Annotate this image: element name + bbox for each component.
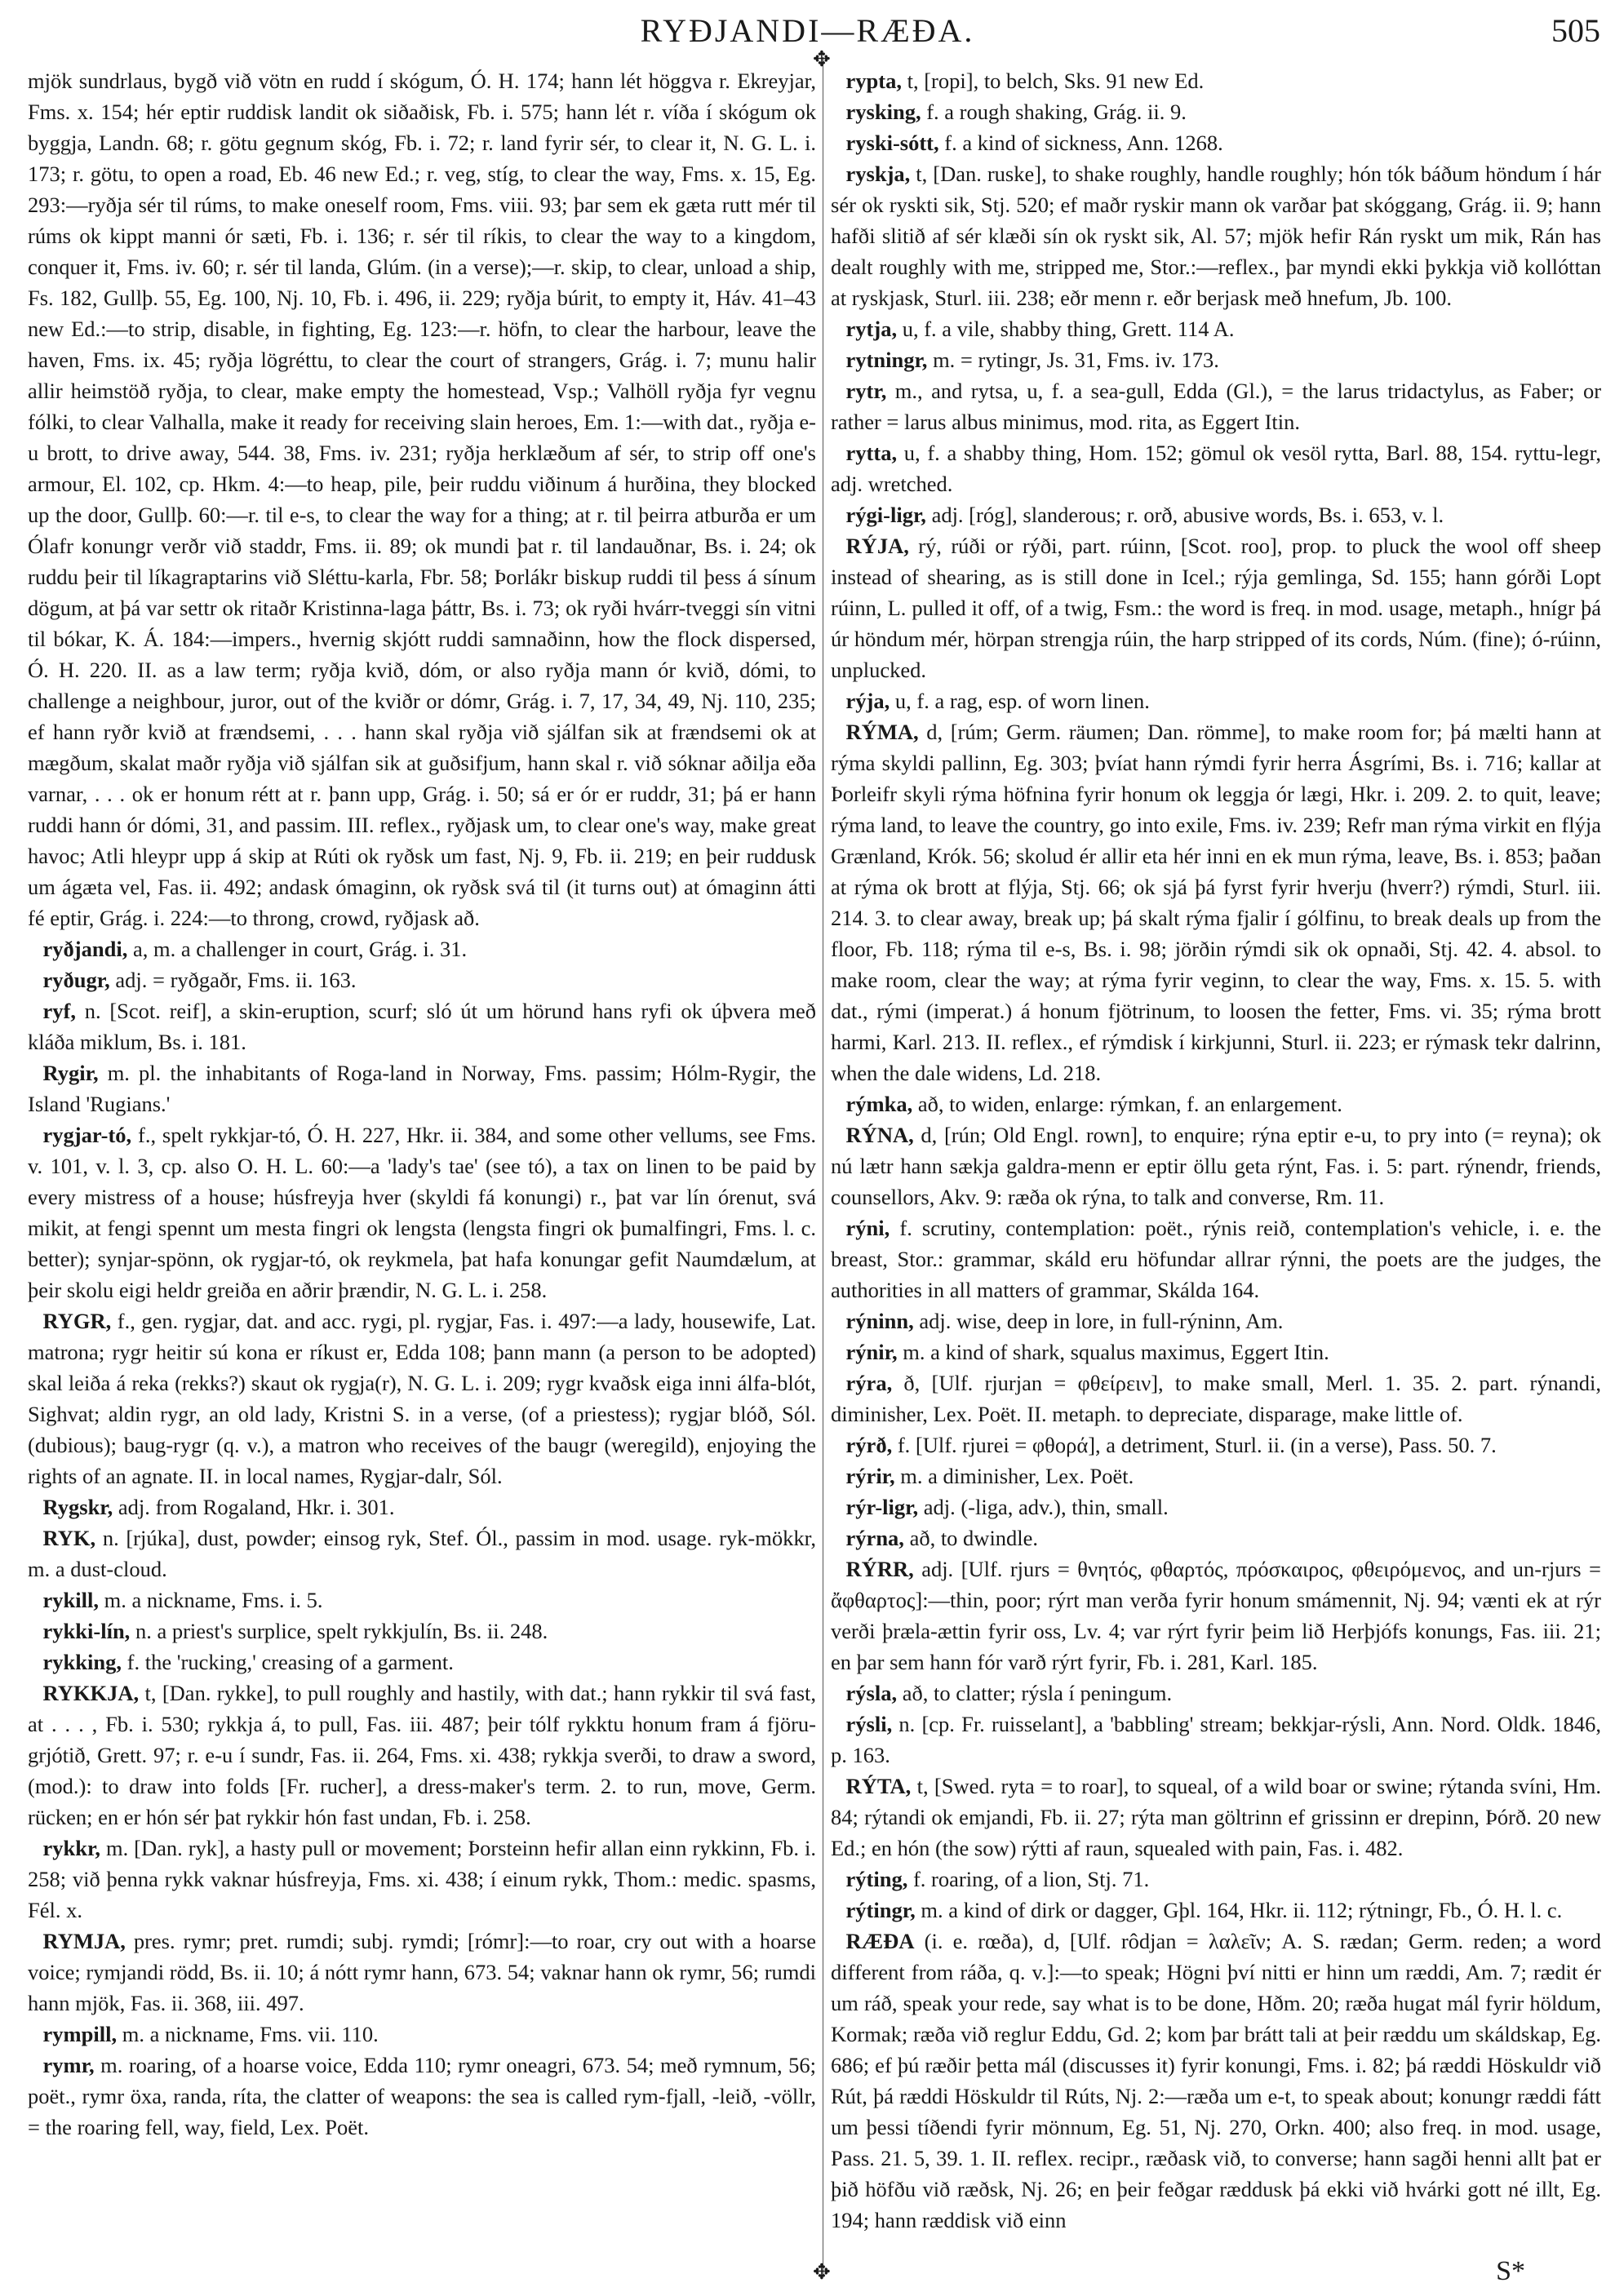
dictionary-entry: [28, 933, 816, 964]
entry-headword: RYKKJA,: [42, 1681, 140, 1705]
entry-headword: ryf,: [42, 999, 77, 1023]
entry-headword: rýtingr,: [845, 1898, 916, 1922]
entry-definition: t, [Dan. rykke], to pull roughly and hastily, with dat.; hann rykkir til svá fast, at . . . , Fb. i. 530; rykkja á, to pull, Fas. iii. 487; þeir tólf rykktu honum fram á fjöru-grjótið, Grett. 97; r. e-u í sundr, Fas. ii. 264, Fms. xi. 438; rykkja sverði, to draw a sword, (mod.): to draw into folds [Fr. rucher], a dress-maker's term. 2. to run, move, Germ. rücken; en er hón sér þat rykkir hón fast undan, Fb. i. 258.: [28, 1681, 816, 1829]
entry-definition: m. roaring, of a hoarse voice, Edda 110; rymr oneagri, 673. 54; með rymnum, 56; poët., rymr öxa, randa, ríta, the clatter of weapons: the sea is called rym-fjall, -leið, -völlr, = the roaring fell, way, field, Lex. Poët.: [28, 2053, 816, 2139]
entry-headword: rýsla,: [845, 1681, 898, 1705]
dictionary-entry: [831, 1367, 1601, 1429]
entry-definition: ð, [Ulf. rjurjan = φθείρειν], to make small, Merl. 1. 35. 2. part. rýnandi, diminisher, Lex. Poët. II. metaph. to depreciate, disparage, make little of.: [831, 1371, 1602, 1426]
divider-ornament-bottom-icon: ✥: [813, 2260, 831, 2284]
dictionary-entry: [831, 127, 1601, 158]
dictionary-entry: [28, 1523, 816, 1585]
entry-headword: RÝTA,: [845, 1774, 912, 1798]
entry-definition: u, f. a vile, shabby thing, Grett. 114 A.: [902, 317, 1235, 341]
entry-definition: u, f. a rag, esp. of worn linen.: [894, 689, 1150, 713]
dictionary-entry: [28, 1926, 816, 2019]
entry-definition: t, [Dan. ruske], to shake roughly, handle roughly; hón tók báðum höndum í hár sér ok ryskti sik, Stj. 520; ef maðr ryskir mann ok varðar þat skóggang, Grág. ii. 9; hann hafði slitið af sér klæði sín ok ryskt sik, Al. 57; mjök hefir Rán ryskt um mik, Rán has dealt roughly with me, stripped me, Stor.:—reflex., þar myndi ekki þykkja við kollóttan at ryskjask, Sturl. iii. 238; eðr menn r. eðr berjask með hnefum, Jb. 100.: [831, 162, 1601, 310]
entry-headword: ryskja,: [845, 162, 911, 186]
page-number: 505: [1551, 12, 1600, 49]
entry-headword: rymr,: [42, 2053, 95, 2077]
entry-definition: mjök sundrlaus, bygð við vötn en rudd í skógum, Ó. H. 174; hann lét höggva r. Ekreyjar, Fms. x. 154; hér eptir ruddisk landit ok siðaðisk, Fb. i. 575; hann lét r. víða í skógum ok byggja, Landn. 68; r. götu gegnum skóg, Fb. i. 72; r. land fyrir sér, to clear it, N. G. L. i. 173; r. götu, to open a road, Eb. 46 new Ed.; r. veg, stíg, to clear the way, Fms. x. 15, Eg. 293:—ryðja sér til rúms, to make oneself room, Fms. viii. 93; þar sem ek gæta rutt mér til rúms ok kippt manni ór sæti, Fb. i. 136; r. sér til ríkis, to clear the way to a kingdom, conquer it, Fms. iv. 60; r. sér til landa, Glúm. (in a verse);—r. skip, to clear, unload a ship, Fs. 182, Gullþ. 55, Eg. 100, Nj. 10, Fb. i. 496, ii. 229; ryðja búrit, to empty it, Háv. 41–43 new Ed.:—to strip, disable, in fighting, Eg. 123:—r. höfn, to clear the harbour, leave the haven, Fms. ix. 45; ryðja lögréttu, to clear the court of strangers, Grág. i. 7; munu halir allir heimstöð ryðja, to clear, make empty the homestead, Vsp.; Valhöll ryðja fyr vegnu fólki, to clear Valhalla, make it ready for receiving slain heroes, Em. 1:—with dat., ryðja e-u brott, to drive away, 544. 38, Fms. iv. 231; ryðja herklæðum af sér, to strip off one's armour, El. 102, cp. Hkm. 4:—to heap, pile, þeir ruddu viðinum á hurðina, they blocked up the door, Gullþ. 60:—r. til e-s, to clear the way for a thing; at r. til þeirra atburða er um Ólafr konungr verðr við staddr, Fms. ii. 89; ok mundi þat r. til landauðnar, Bs. i. 24; ok ruddu þeir til líkagraptarins við Sléttu-karla, Fbr. 58; Þorlákr biskup ruddi til þess á sínum dögum, at þá var settr ok ritaðr Kristinna-laga þáttr, Bs. i. 73; ok ryði hvárr-tveggi sín vitni til bókar, K. Á. 184:—impers., hvernig skjótt ruddi samnaðinn, how the flock dispersed, Ó. H. 220. II. as a law term; ryðja kvið, dóm, or also ryðja mann ór kvið, dómi, to challenge a neighbour, juror, out of the kviðr or dómr, Grág. i. 7, 17, 34, 49, Nj. 110, 235; ef hann ryðr kvið at frændsemi, . . . hann skal ryðja við sjálfan sik at frændsemi ok at mægðum, skalat maðr ryðja við sjálfan sik at guðsifjum, hann skal r. við sóknar aðilja eða varnar, . . . ok er honum rétt at r. þann upp, Grág. i. 50; sá er ór er ruddr, 31; þá er hann ruddi hann ór dómi, 31, and passim. III. reflex., ryðjask um, to clear one's way, make great havoc; Atli hleypr upp á skip at Rúti ok ryðsk um fast, Nj. 9, Fb. ii. 219; en þeir ruddusk um ágæta vel, Fas. ii. 492; andask ómaginn, ok ryðsk svá til (it turns out) at ómaginn átti fé eptir, Grág. i. 224:—to throng, crowd, ryðjask að.: [28, 69, 816, 930]
entry-headword: RÆÐA: [845, 1929, 915, 1953]
entry-definition: að, to dwindle.: [909, 1526, 1039, 1550]
entry-definition: n. a priest's surplice, spelt rykkjulín, Bs. ii. 248.: [135, 1619, 548, 1643]
dictionary-entry: [28, 1616, 816, 1647]
entry-definition: adj. = ryðgaðr, Fms. ii. 163.: [115, 968, 357, 992]
dictionary-entry: [831, 530, 1601, 685]
entry-headword: rýja,: [845, 689, 890, 713]
entry-headword: ryski-sótt,: [845, 131, 939, 155]
entry-headword: rygjar-tó,: [42, 1123, 132, 1147]
entry-headword: rýrð,: [845, 1433, 893, 1457]
entry-headword: rytningr,: [845, 348, 928, 372]
entry-definition: n. [rjúka], dust, powder; einsog ryk, Stef. Ól., passim in mod. usage. ryk-mökkr, m. a dust-cloud.: [28, 1526, 817, 1581]
entry-definition: f. a rough shaking, Grág. ii. 9.: [926, 100, 1187, 124]
entry-definition: d, [rúm; Germ. räumen; Dan. römme], to make room for; þá mælti hann at rýma skyldi pallinn, Eg. 303; þvíat hann rýmdi fyrir herra Ásgrími, Bs. i. 716; kallar at Þorleifr skyli rýma höfnina fyrir honum ok leggja ór lægi, Hkr. i. 209. 2. to quit, leave; rýma land, to leave the country, go into exile, Fms. iv. 239; Refr man rýma virkit en flýja Grænland, Krók. 56; skolud ér allir eta hér inni en ek mun rýma, leave, Bs. i. 853; þaðan at rýma ok brott at flýja, Stj. 66; ok sjá þá fyrst fyrir hverju (hverr?) rýmdi, Sturl. iii. 214. 3. to clear away, break up; þá skalt rýma fjalir í gólfinu, to break deals up from the floor, Fb. 118; rýma til e-s, Bs. i. 98; jörðin rýmdi sik ok opnaði, Stj. 42. 4. absol. to make room, clear the way; at rýma fyrir veginn, to clear the way, Fms. x. 15. 5. with dat., rými (imperat.) á honum fjötrinum, to loosen the fetter, Fms. vi. 35; rýma brott harmi, Karl. 213. II. reflex., ef rýmdisk í kirkjunni, Sturl. ii. 223; er rýmask tekr dalrinn, when the dale widens, Ld. 218.: [831, 720, 1602, 1085]
dictionary-entry: [28, 1305, 816, 1492]
entry-definition: pres. rymr; pret. rumdi; subj. rymdi; [rómr]:—to roar, cry out with a hoarse voice; rymjandi rödd, Bs. ii. 10; á nótt rymr hann, 673. 54; vaknar hann ok rymr, 56; rumdi hann mjök, Fas. ii. 368, iii. 497.: [28, 1929, 817, 2015]
dictionary-entry: [831, 1926, 1601, 2236]
dictionary-entry: [28, 1833, 816, 1926]
entry-headword: RYK,: [42, 1526, 96, 1550]
dictionary-entry: [831, 716, 1601, 1088]
entry-definition: m. = rytingr, Js. 31, Fms. iv. 173.: [933, 348, 1219, 372]
entry-headword: rýr-ligr,: [845, 1495, 919, 1519]
entry-definition: að, to widen, enlarge: rýmkan, f. an enlargement.: [917, 1092, 1342, 1116]
entry-definition: adj. [Ulf. rjurs = θνητός, φθαρτός, πρόσκαιρος, φθειρόμενος, and un-rjurs = ἄφθαρτος]:—thin, poor; rýrt man verða fyrir honum smámennit, Nj. 94; vænti ek at rýr verði þræla-ættin fyrir oss, Lv. 4; var rýrt fyrir þeim lið Herþjófs konungs, Fas. iii. 21; en þar sem hann fór varð rýrt fyrir, Fb. i. 281, Karl. 185.: [831, 1557, 1602, 1674]
entry-headword: rytr,: [845, 379, 887, 403]
entry-definition: (i. e. rœða), d, [Ulf. rôdjan = λαλεῖν; A. S. rædan; Germ. reden; a word different from ráða, q. v.]:—to speak; Högni því nitti er hinn um ræddi, Am. 7; rædit ér um ráð, speak your rede, say what is to be done, Hðm. 20; ræða hugat mál fyrir höldum, Kormak; ræða við reglur Eddu, Gd. 2; kom þar brátt tali at þeir ræddu um skáldskap, Eg. 686; ef þú ræðir þetta mál (discusses it) fyrir konungi, Fms. i. 82; þá ræddi Höskuldr við Rút, þá ræddi Höskuldr til Rúts, Nj. 2:—ræða um e-t, to speak about; konungr ræddi fátt um þessi tíðendi fyrir mönnum, Eg. 51, Nj. 270, Orkn. 400; also freq. in mod. usage, Pass. 21. 5, 39. 1. II. reflex. recipr., ræðask við, to converse; hann sagði henni allt þat er þið höfðu við ræðsk, Nj. 26; en þeir feðgar ræddusk þá ekki við hvárki gott né illt, Eg. 194; hann ræddisk við einn: [831, 1929, 1601, 2232]
entry-definition: f., gen. rygjar, dat. and acc. rygi, pl. rygjar, Fas. i. 497:—a lady, housewife, Lat. matrona; rygr heitir sú kona er ríkust er, Edda 108; þann mann (a person to be adopted) skal leiða á reka (rekks?) skaut ok rygja(r), N. G. L. i. 209; rygr kvaðsk eiga inni álfa-blót, Sighvat; aldin rygr, an old lady, Kristni S. in a verse, (of a priestess); rygjar blóð, Sól. (dubious); baug-rygr (q. v.), a matron who receives of the baugr (weregild), enjoying the rights of an agnate. II. in local names, Rygjar-dalr, Sól.: [28, 1309, 817, 1488]
entry-definition: f. a kind of sickness, Ann. 1268.: [944, 131, 1223, 155]
dictionary-entry: [831, 1864, 1601, 1895]
entry-headword: rykki-lín,: [42, 1619, 131, 1643]
entry-headword: Rygskr,: [42, 1495, 113, 1519]
entry-headword: rýsli,: [845, 1712, 893, 1736]
dictionary-entry: [831, 1429, 1601, 1460]
dictionary-entry: [831, 685, 1601, 716]
dictionary-entry: [28, 995, 816, 1057]
signature-mark: S*: [1496, 2256, 1525, 2286]
entry-definition: adj. wise, deep in lore, in full-rýninn, Am.: [919, 1309, 1284, 1333]
dictionary-entry: [28, 65, 816, 933]
dictionary-entry: [28, 1678, 816, 1833]
entry-definition: t, [ropi], to belch, Sks. 91 new Ed.: [907, 69, 1205, 93]
entry-definition: d, [rún; Old Engl. rown], to enquire; rýna eptir e-u, to pry into (= reyna); ok nú lætr hann sækja galdra-menn er eptir öllu geta rýnt, Fas. i. 5: part. rýnendr, friends, counsellors, Akv. 9: ræða ok rýna, to talk and converse, Rm. 11.: [831, 1123, 1602, 1209]
dictionary-entry: [28, 2019, 816, 2050]
entry-definition: m. a nickname, Fms. vii. 110.: [122, 2022, 379, 2046]
entry-definition: t, [Swed. ryta = to roar], to squeal, of a wild boar or swine; rýtanda svíni, Hm. 84; rýtandi ok emjandi, Fb. ii. 27; rýta man göltrinn ef grissinn er drepinn, Þórð. 20 new Ed.; en hón (the sow) rýtti af raun, squealed with pain, Fas. i. 482.: [831, 1774, 1601, 1860]
divider-ornament-top-icon: ✥: [813, 47, 831, 71]
dictionary-entry: [831, 65, 1601, 96]
dictionary-entry: [831, 1088, 1601, 1119]
entry-headword: Rygir,: [42, 1061, 99, 1085]
entry-headword: rýmka,: [845, 1092, 913, 1116]
entry-definition: adj. [róg], slanderous; r. orð, abusive words, Bs. i. 653, v. l.: [931, 503, 1444, 527]
entry-headword: rysking,: [845, 100, 921, 124]
entry-headword: rýra,: [845, 1371, 893, 1395]
dictionary-entry: [28, 2050, 816, 2143]
entry-definition: a, m. a challenger in court, Grág. i. 31.: [132, 937, 468, 961]
entry-definition: m. a diminisher, Lex. Poët.: [900, 1464, 1134, 1488]
entry-definition: adj. (-liga, adv.), thin, small.: [923, 1495, 1169, 1519]
entry-definition: f. [Ulf. rjurei = φθορά], a detriment, Sturl. ii. (in a verse), Pass. 50. 7.: [897, 1433, 1497, 1457]
dictionary-entry: [831, 1492, 1601, 1523]
entry-headword: rykill,: [42, 1588, 100, 1612]
dictionary-entry: [831, 1895, 1601, 1926]
entry-headword: rýting,: [845, 1867, 908, 1891]
entry-definition: m. pl. the inhabitants of Roga-land in Norway, Fms. passim; Hólm-Rygir, the Island 'Rugians.': [28, 1061, 816, 1116]
entry-headword: rýrna,: [845, 1526, 904, 1550]
dictionary-entry: [831, 1554, 1601, 1678]
entry-definition: adj. from Rogaland, Hkr. i. 301.: [118, 1495, 395, 1519]
dictionary-entry: [831, 437, 1601, 499]
entry-headword: RYMJA,: [42, 1929, 126, 1953]
entry-definition: f., spelt rykkjar-tó, Ó. H. 227, Hkr. ii. 384, and some other vellums, see Fms. v. 101, v. l. 3, cp. also O. H. L. 60:—a 'lady's tae' (see tó), a tax on linen to be paid by every mistress of a house; húsfreyja hver (skyldi fá konungi) r., þat var lín órenut, svá mikit, at fengi spennt um mesta fingri ok lengsta (lengsta fingri ok þumalfingri, Fms. l. c. better); synjar-spönn, ok rygjar-tó, ok reykmela, þat hafa konungar gefit Naumdælum, at þeir skolu eigi heldr greiða en aðrir þrændir, N. G. L. i. 258.: [28, 1123, 816, 1302]
entry-headword: rykkr,: [42, 1836, 100, 1860]
entry-headword: rýgi-ligr,: [845, 503, 926, 527]
entry-definition: m. a nickname, Fms. i. 5.: [104, 1588, 323, 1612]
dictionary-entry: [831, 96, 1601, 127]
entry-definition: rý, rúði or rýði, part. rúinn, [Scot. roo], prop. to pluck the wool off sheep instead of shearing, as is still done in Icel.; rýja gemlinga, Sd. 155; hann górði Lopt rúinn, L. pulled it off, of a twig, Fsm.: the word is freq. in mod. usage, metaph., hnígr þá úr höndum mér, hörpan strengja rúin, the harp stripped of its cords, Núm. (fine); ó-rúinn, unplucked.: [831, 534, 1601, 682]
entry-definition: m., and rytsa, u, f. a sea-gull, Edda (Gl.), = the larus tridactylus, as Faber; or rather = larus albus minimus, mod. rita, as Eggert Itin.: [831, 379, 1602, 434]
dictionary-entry: [28, 1585, 816, 1616]
dictionary-entry: [831, 158, 1601, 313]
dictionary-entry: [831, 1771, 1601, 1864]
page-header: [0, 7, 1615, 55]
entry-headword: RYGR,: [42, 1309, 112, 1333]
dictionary-entry: [831, 375, 1601, 437]
entry-definition: u, f. a shabby thing, Hom. 152; gömul ok vesöl rytta, Barl. 88, 154. ryttu-legr, adj. wretched.: [831, 441, 1601, 496]
entry-headword: RÝNA,: [845, 1123, 914, 1147]
entry-definition: n. [cp. Fr. ruisselant], a 'babbling' stream; bekkjar-rýsli, Ann. Nord. Oldk. 1846, p. 163.: [831, 1712, 1601, 1767]
entry-headword: rympill,: [42, 2022, 118, 2046]
dictionary-entry: [831, 1212, 1601, 1305]
dictionary-entry: [831, 1460, 1601, 1492]
entry-headword: rytja,: [845, 317, 898, 341]
dictionary-entry: [831, 1709, 1601, 1771]
entry-definition: f. the 'rucking,' creasing of a garment.: [126, 1650, 454, 1674]
entry-definition: f. scrutiny, contemplation: poët., rýnis reið, contemplation's vehicle, i. e. the breast, Stor.: grammar, skáld eru höfundar allrar rýnni, the poets are the judges, the authorities in all matters of grammar, Skálda 164.: [831, 1216, 1602, 1302]
dictionary-entry: [831, 1336, 1601, 1367]
dictionary-entry: [831, 1119, 1601, 1212]
entry-headword: rýni,: [845, 1216, 890, 1240]
dictionary-entry: [28, 1057, 816, 1119]
dictionary-entry: [831, 1305, 1601, 1336]
right-column: [831, 65, 1601, 2236]
entry-definition: m. a kind of shark, squalus maximus, Eggert Itin.: [903, 1340, 1329, 1364]
dictionary-entry: [831, 1678, 1601, 1709]
entry-headword: rykking,: [42, 1650, 122, 1674]
dictionary-entry: [831, 344, 1601, 375]
entry-headword: rýrir,: [845, 1464, 895, 1488]
dictionary-entry: [831, 313, 1601, 344]
entry-headword: ryðugr,: [42, 968, 110, 992]
dictionary-entry: [28, 1119, 816, 1305]
entry-definition: n. [Scot. reif], a skin-eruption, scurf; sló út um hörund hans ryfi ok úþvera með kláða miklum, Bs. i. 181.: [28, 999, 816, 1054]
dictionary-entry: [28, 964, 816, 995]
entry-definition: f. roaring, of a lion, Stj. 71.: [912, 1867, 1150, 1891]
entry-headword: ryðjandi,: [42, 937, 128, 961]
running-title: RYÐJANDI—RÆÐA.: [640, 12, 975, 49]
dictionary-entry: [831, 499, 1601, 530]
entry-definition: m. [Dan. ryk], a hasty pull or movement; Þorsteinn hefir allan einn rykkinn, Fb. i. 258; við þenna rykk vaknar húsfreyja, Fms. xi. 438; í einum rykk, Thom.: medic. spasms, Fél. x.: [28, 1836, 816, 1922]
entry-headword: rytta,: [845, 441, 898, 465]
entry-headword: rýninn,: [845, 1309, 914, 1333]
dictionary-entry: [28, 1492, 816, 1523]
entry-headword: RÝMA,: [845, 720, 919, 744]
entry-definition: að, to clatter; rýsla í peningum.: [902, 1681, 1173, 1705]
left-column: [28, 65, 816, 2143]
entry-headword: RÝRR,: [845, 1557, 914, 1581]
dictionary-entry: [831, 1523, 1601, 1554]
entry-headword: rýnir,: [845, 1340, 898, 1364]
entry-headword: rypta,: [845, 69, 902, 93]
entry-headword: RÝJA,: [845, 534, 909, 558]
entry-definition: m. a kind of dirk or dagger, Gþl. 164, Hkr. ii. 112; rýtningr, Fb., Ó. H. l. c.: [921, 1898, 1563, 1922]
dictionary-entry: [28, 1647, 816, 1678]
